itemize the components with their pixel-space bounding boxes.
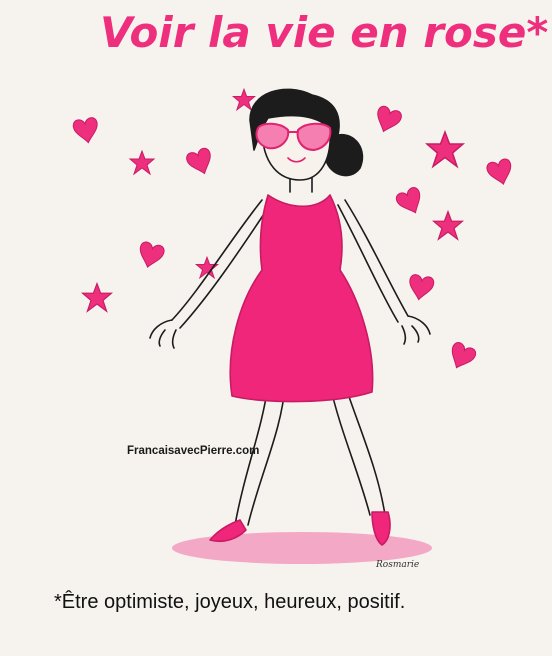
heart-icon [72, 117, 100, 145]
star-icon [83, 284, 112, 312]
caption-text: *Être optimiste, joyeux, heureux, positif. [54, 591, 406, 613]
heart-icon [446, 341, 478, 373]
poster-title: Voir la vie en rose* [100, 8, 549, 57]
heart-icon [394, 186, 426, 218]
star-icon [130, 151, 154, 174]
star-icon [233, 89, 255, 110]
heart-icon [486, 158, 515, 188]
website-watermark: FrancaisavecPierre.com [127, 445, 260, 457]
star-icon [427, 132, 463, 167]
heart-icon [372, 105, 403, 136]
star-icon [434, 212, 463, 240]
heart-icon [185, 147, 216, 178]
heart-icon [136, 241, 165, 271]
heart-icon [407, 274, 435, 302]
artist-signature: Rosmarie [376, 560, 420, 570]
